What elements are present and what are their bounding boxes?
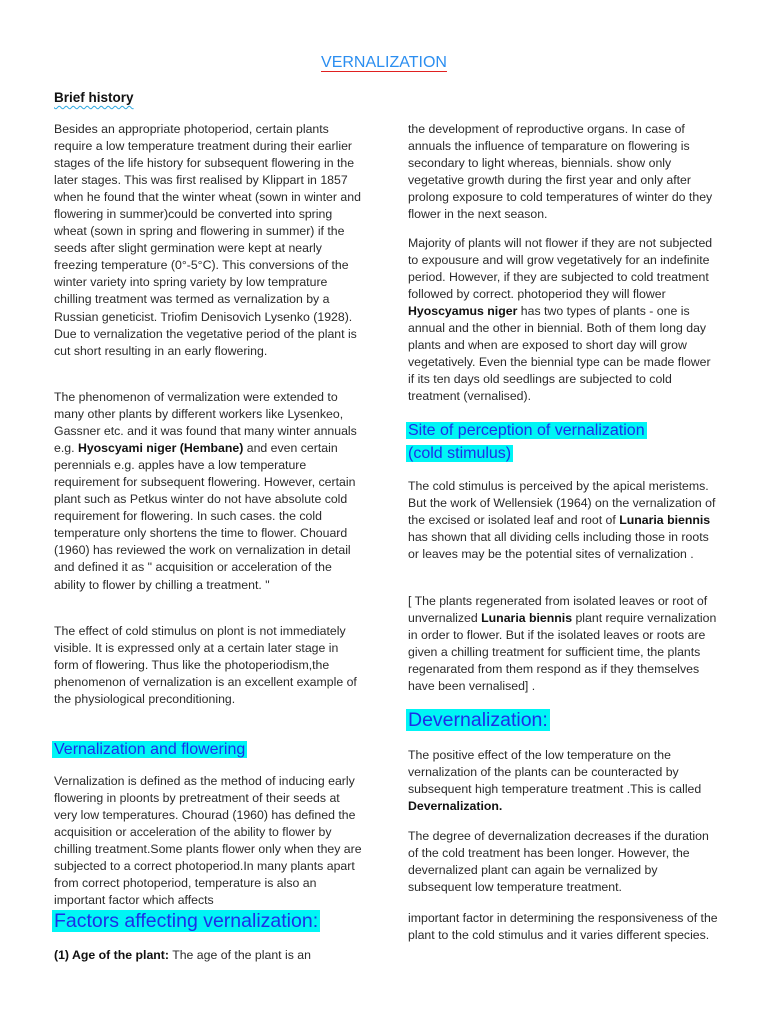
right-p2-text-b: has two types of plants - one is annual and the other in biennial. Both of them long day plants and when are exposed to short day will grow vegetatively. Even the biennial type can be made flower if its ten days old seedlings are subjected to cold treatment (vernalised). [408,304,711,404]
vernalization-flowering-heading [52,738,247,761]
right-p4-text-b: plant require vernalization in order to flower. But if the isolated leaves or roots are given a chilling treatment for sufficient time, the plants regenarated from them respond as if they themselves have been vernalised] . [408,611,717,694]
right-p2-bold: Hyoscyamus niger [408,304,518,319]
vernalization-flowering-heading-text: Vernalization and flowering [54,741,246,758]
right-p4-text-a: [ The plants regenerated from isolated leaves or root of unvernalized [408,594,708,626]
left-paragraph-5 [54,947,366,964]
right-p4-bold: Lunaria biennis [481,611,573,626]
right-p5-bold: Devernalization. [408,799,503,814]
right-p5-text-a: The positive effect of the low temperature on the vernalization of the plants can be counteracted by subsequent high temperature treatment .This is called [408,748,702,797]
right-p3-text-b: has shown that all dividing cells including those in roots or leaves may be the potential sites of vernalization . [408,530,709,562]
right-paragraph-7: important factor in determining the responsiveness of the plant to the cold stimulus and it varies different species. [408,911,718,943]
factors-heading [52,909,320,933]
left-paragraph-2 [54,389,366,594]
right-p2-text-a: Majority of plants will not flower if they are not subjected to expousure and will grow vegetatively for an indefinite period. However, if they are subjected to cold treatment followed by correct. photoperiod they will flower [408,236,713,302]
left-paragraph-3: The effect of cold stimulus on plont is not immediately visible. It is expressed only at a certain later stage in form of flowering. Thus like the photoperiodism,the phenomenon of vernalization is an excellent example of the physiological preconditioning. [54,624,357,707]
right-p3-bold: Lunaria biennis [619,513,711,528]
right-paragraph-6: The degree of devernalization decreases if the duration of the cold treatment has been longer. However, the devernalized plant can again be vernalized by subsequent low temperature treatment. [408,829,709,895]
title-text: VERNALIZATION [321,54,447,71]
page-title [0,54,768,72]
right-paragraph-3 [408,478,720,563]
age-of-plant-label: (1) Age of the plant: [54,948,169,962]
right-paragraph-5 [408,747,720,815]
brief-history-heading [54,90,134,105]
site-heading-line-1: Site of perception of vernalization [408,422,645,439]
left-p2-text-b: and even certain perennials e.g. apples have a low temperature requirement for subsequent flowering. However, certain plant such as Petkus winter do not have absolute cold requirement for flowering. In such cases. the cold temperature only shortens the time to flower. Chouard (1960) has reviewed the work on vernalization in detail and defined it as " acquisition or acceleration of the ability to flower by chilling a treatment. " [54,441,356,592]
site-of-perception-heading [406,419,647,465]
factors-heading-text: Factors affecting vernalization: [54,910,319,932]
left-paragraph-1: Besides an appropriate photoperiod, certain plants require a low temperature treatment during their earlier stages of the life history for subsequent flowering in the later stages. This was first realised by Klippart in 1857 when he found that the winter wheat (sown in winter and flowering in summer)could be converted into spring wheat (sown in spring and flowering in summer) if the seeds after slight germination were kept at nearly freezing temperature (0°-5°C). This conversions of the winter variety into spring variety by low temprature chilling treatment was termed as vernalization by a Russian geneticist. Triofim Denisovich Lysenko (1928). Due to vernalization the vegetative period of the plant is cut short resulting in an early flowering. [54,122,361,358]
right-paragraph-4 [408,593,720,695]
left-p2-bold: Hyoscyami niger (Hembane) [77,441,244,456]
brief-history-heading-text: Brief history [54,90,134,105]
left-paragraph-4: Vernalization is defined as the method of inducing early flowering in ploonts by pretreatment of their seeds at very low temperatures. Chourad (1960) has defined the acquisition or acceleration of the ability to flower by chilling treatment.Some plants flower only when they are subjected to a correct photoperiod.In many plants apart from correct photoperiod, temperature is also an important factor which affects [54,774,362,908]
right-paragraph-1: the development of reproductive organs. In case of annuals the influence of temparature on flowering is secondary to light whereas, biennials. show only vegetative growth during the first year and only after prolong exposure to cold temperatures of winter do they flower in the next season. [408,122,713,222]
right-p3-text-a: The cold stimulus is perceived by the apical meristems. But the work of Wellensiek (1964) on the vernalization of the excised or isolated leaf and root of [408,479,716,528]
right-paragraph-2 [408,235,720,405]
devernalization-heading-text: Devernalization: [408,709,548,731]
left-p5-text: The age of the plant is an [169,948,311,962]
devernalization-heading [406,708,550,732]
left-p2-text-a: The phenomenon of vermalization were extended to many other plants by different workers like Lysenkeo, Gassner etc. and it was found that many winter annuals e.g. [54,390,357,456]
site-heading-line-2: (cold stimulus) [408,445,512,462]
